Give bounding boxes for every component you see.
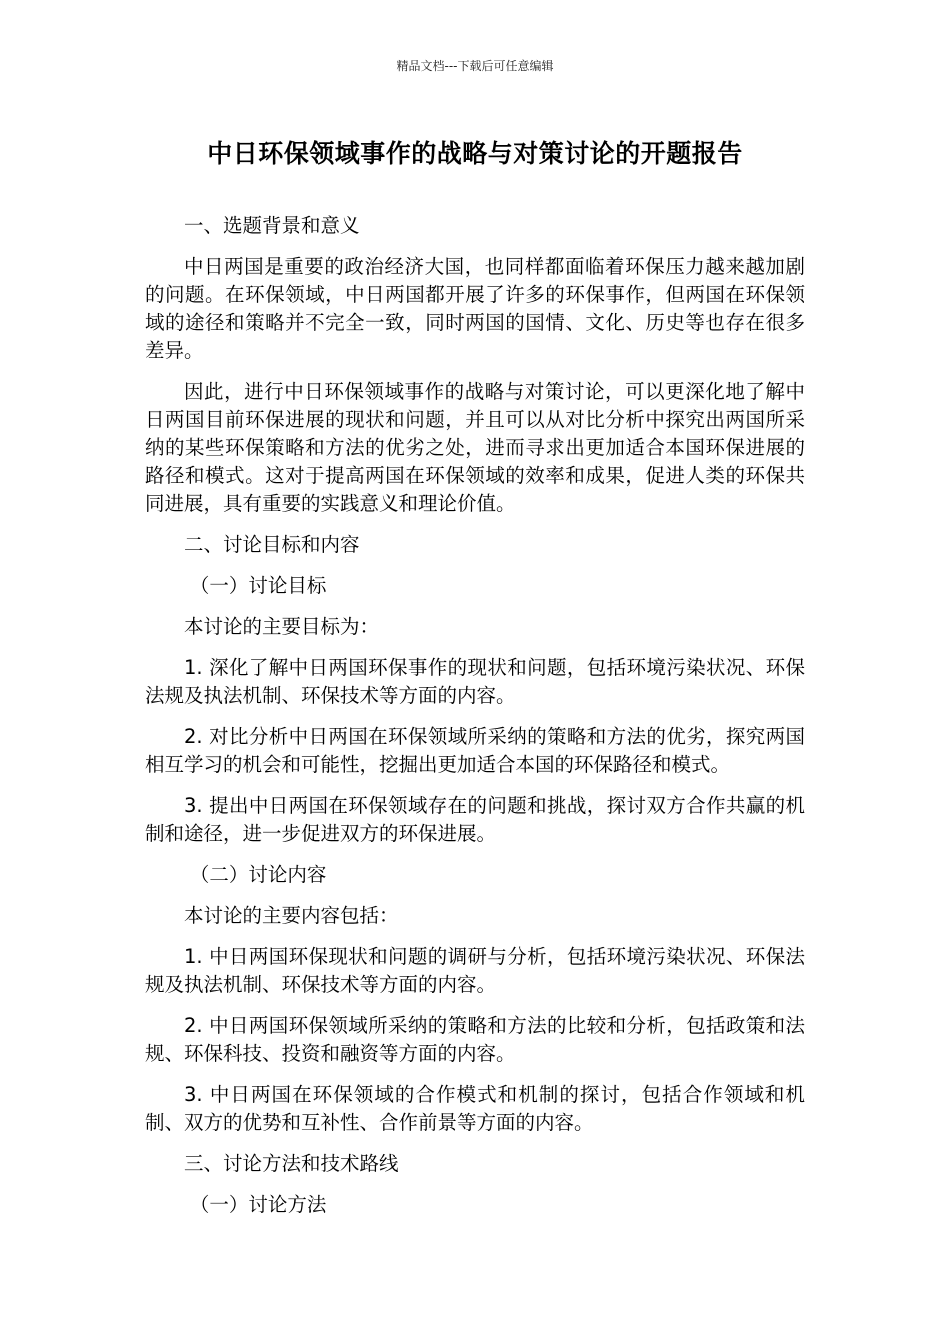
- paragraph-goals-intro: 本讨论的主要目标为：: [184, 615, 380, 638]
- list-item-content-1: 1. 中日两国环保现状和问题的调研与分析，包括环境污染状况、环保法规及执法机制、环保技术等方面的内容。: [145, 945, 805, 996]
- subsection-heading-goals: （一）讨论目标: [189, 574, 327, 597]
- list-item-goal-3: 3. 提出中日两国在环保领域存在的问题和挑战，探讨双方合作共赢的机制和途径，进一步促进双方的环保进展。: [145, 794, 805, 845]
- header-note: 精品文档---下载后可任意编辑: [396, 59, 554, 73]
- list-item-goal-1: 1. 深化了解中日两国环保事作的现状和问题，包括环境污染状况、环保法规及执法机制、环保技术等方面的内容。: [145, 656, 805, 707]
- section-heading-2: 二、讨论目标和内容: [184, 533, 360, 556]
- list-item-content-2: 2. 中日两国环保领域所采纳的策略和方法的比较和分析，包括政策和法规、环保科技、投资和融资等方面的内容。: [145, 1014, 805, 1065]
- subsection-heading-methods: （一）讨论方法: [189, 1193, 327, 1216]
- paragraph-background: 中日两国是重要的政治经济大国，也同样都面临着环保压力越来越加剧的问题。在环保领域，中日两国都开展了许多的环保事作，但两国在环保领域的途径和策略并不完全一致，同时两国的国情、文化、历史等也存在很多差异。: [145, 255, 805, 362]
- paragraph-content-intro: 本讨论的主要内容包括：: [184, 904, 399, 927]
- paragraph-significance: 因此，进行中日环保领域事作的战略与对策讨论，可以更深化地了解中日两国目前环保进展的现状和问题，并且可以从对比分析中探究出两国所采纳的某些环保策略和方法的优劣之处，进而寻求出更加适合本国环保进展的路径和模式。这对于提高两国在环保领域的效率和成果，促进人类的环保共同进展，具有重要的实践意义和理论价值。: [145, 380, 805, 515]
- list-item-goal-2: 2. 对比分析中日两国在环保领域所采纳的策略和方法的优劣，探究两国相互学习的机会和可能性，挖掘出更加适合本国的环保路径和模式。: [145, 725, 805, 776]
- document-title: 中日环保领域事作的战略与对策讨论的开题报告: [207, 139, 743, 168]
- document-body: [145, 212, 805, 1232]
- section-heading-3: 三、讨论方法和技术路线: [184, 1152, 399, 1175]
- subsection-heading-content: （二）讨论内容: [189, 863, 327, 886]
- section-heading-1: 一、选题背景和意义: [184, 214, 360, 237]
- list-item-content-3: 3. 中日两国在环保领域的合作模式和机制的探讨，包括合作领域和机制、双方的优势和互补性、合作前景等方面的内容。: [145, 1083, 805, 1134]
